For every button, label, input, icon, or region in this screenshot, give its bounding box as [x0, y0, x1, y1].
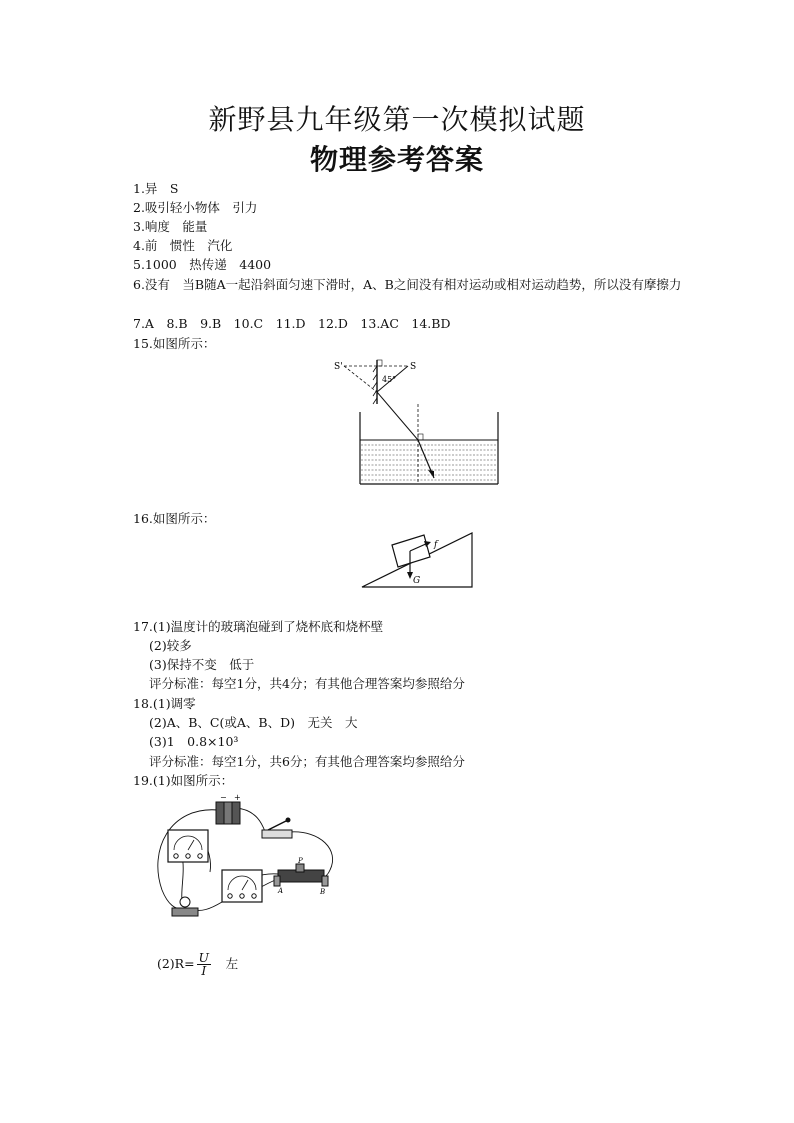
answer-15: 15.如图所示： [133, 336, 216, 351]
answer-17-3: (3)保持不变 低于 [149, 657, 255, 672]
label-s: S [410, 362, 417, 372]
answer-19-1: 19.(1)如图所示： [133, 773, 234, 788]
answer-6: 6.没有 当B随A一起沿斜面匀速下滑时，A、B之间没有相对运动或相对运动趋势，所以没有摩擦力 [133, 277, 682, 292]
battery-icon [216, 793, 241, 824]
label-p: P [298, 857, 303, 865]
label-minus: − [220, 793, 227, 802]
ammeter-icon [222, 870, 262, 902]
answer-16: 16.如图所示： [133, 511, 216, 526]
label-force-g: G [413, 576, 421, 586]
answer-3: 3.响度 能量 [133, 219, 208, 234]
label-force-f: f [434, 540, 438, 550]
answer-1: 1.异 S [133, 181, 179, 196]
label-angle: 45° [382, 375, 397, 384]
label-b: B [320, 888, 326, 896]
formula-prefix: (2)R= [156, 956, 195, 971]
answer-18-2: (2)A、B、C(或A、B、D) 无关 大 [149, 715, 358, 730]
answer-17-2: (2)较多 [149, 638, 192, 653]
answer-2: 2.吸引轻小物体 引力 [133, 200, 258, 215]
voltmeter-icon [168, 830, 208, 862]
figure-15-diagram [330, 352, 510, 492]
figure-16-diagram [358, 525, 478, 595]
answer-18-1: 18.(1)调零 [133, 696, 196, 711]
page-subtitle: 物理参考答案 [309, 143, 484, 176]
switch-icon [262, 818, 292, 839]
formula-fraction [197, 952, 212, 977]
formula-numerator: U [198, 950, 210, 965]
answer-17-score: 评分标准：每空1分，共4分；有其他合理答案均参照给分 [149, 676, 465, 691]
answer-7-14: 7.A 8.B 9.B 10.C 11.D 12.D 13.AC 14.BD [133, 316, 451, 331]
label-a: A [278, 887, 284, 895]
rheostat-icon [274, 857, 328, 896]
formula-suffix: 左 [225, 956, 239, 971]
answer-19-2 [149, 934, 238, 977]
resistor-icon [172, 897, 198, 916]
page-title: 新野县九年级第一次模拟试题 [208, 103, 586, 136]
answer-5: 5.1000 热传递 4400 [133, 257, 272, 272]
label-plus: + [234, 793, 241, 802]
answer-18-score: 评分标准：每空1分，共6分；有其他合理答案均参照给分 [149, 754, 465, 769]
figure-19-circuit [150, 790, 350, 925]
answer-18-3: (3)1 0.8×10³ [149, 734, 239, 749]
label-s-prime: S' [334, 362, 343, 372]
formula-denominator: I [201, 963, 207, 978]
answer-17-1: 17.(1)温度计的玻璃泡碰到了烧杯底和烧杯壁 [133, 619, 384, 634]
answer-4: 4.前 惯性 汽化 [133, 238, 233, 253]
